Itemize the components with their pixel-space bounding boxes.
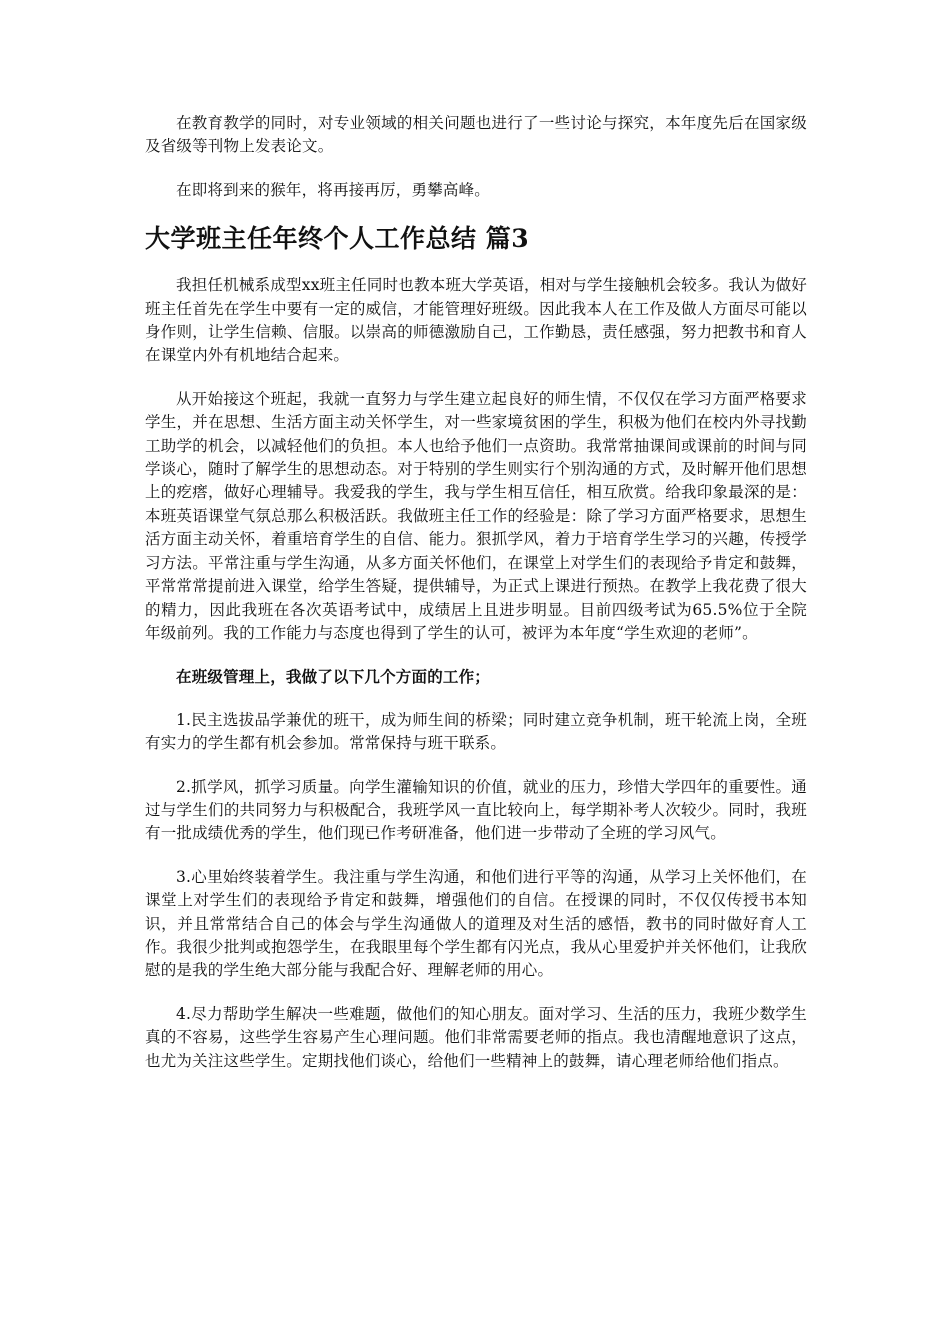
intro-paragraph-1: 在教育教学的同时，对专业领域的相关问题也进行了一些讨论与探究，本年度先后在国家级及省级等刊物上发表论文。 [145, 114, 807, 156]
list-item: 1.民主选拔品学兼优的班干，成为师生间的桥梁；同时建立竞争机制，班干轮流上岗，全班有实力的学生都有机会参加。常常保持与班干联系。 [145, 710, 807, 753]
body-paragraph-1: 我担任机械系成型xx班主任同时也教本班大学英语，相对与学生接触机会较多。我认为做好班主任首先在学生中要有一定的威信，才能管理好班级。因此我本人在工作及做人方面尽可能以身作则，让学生信赖、信服。以崇高的师德激励自己，工作勤恳，责任感强，努力把教书和育人在课堂内外有机地结合起来。 [145, 276, 807, 365]
section-title: 大学班主任年终个人工作总结 篇3 [145, 224, 530, 254]
list-item: 2.抓学风，抓学习质量。向学生灌输知识的价值，就业的压力，珍惜大学四年的重要性。通过与学生们的共同努力与积极配合，我班学风一直比较向上，每学期补考人次较少。同时，我班有一批成绩优秀的学生，他们现已作考研准备，他们进一步带动了全班的学习风气。 [145, 777, 807, 843]
intro-paragraph-2: 在即将到来的猴年，将再接再厉，勇攀高峰。 [176, 180, 491, 199]
list-item: 3.心里始终装着学生。我注重与学生沟通，和他们进行平等的沟通，从学习上关怀他们，在课堂上对学生们的表现给予肯定和鼓舞，增强他们的自信。在授课的同时，不仅仅传授书本知识，并且常常结合自己的体会与学生沟通做人的道理及对生活的感悟，教书的同时做好育人工作。我很少批判或抱怨学生，在我眼里每个学生都有闪光点，我从心里爱护并关怀他们，让我欣慰的是我的学生绝大部分能与我配合好、理解老师的用心。 [145, 867, 807, 980]
body-paragraph-2: 从开始接这个班起，我就一直努力与学生建立起良好的师生情，不仅仅在学习方面严格要求学生，并在思想、生活方面主动关怀学生，对一些家境贫困的学生，积极为他们在校内外寻找勤工助学的机会，以减轻他们的负担。本人也给予他们一点资助。我常常抽课间或课前的时间与同学谈心，随时了解学生的思想动态。对于特别的学生则实行个别沟通的方式，及时解开他们思想上的疙瘩，做好心理辅导。我爱我的学生，我与学生相互信任，相互欣赏。给我印象最深的是：本班英语课堂气氛总那么积极活跃。我做班主任工作的经验是：除了学习方面严格要求，思想生活方面主动关怀，着重培育学生的自信、能力。狠抓学风，着力于培育学生学习的兴趣，传授学习方法。平常注重与学生沟通，从多方面关怀他们，在课堂上对学生们的表现给予肯定和鼓舞，平常常常提前进入课堂，给学生答疑，提供辅导，为正式上课进行预热。在教学上我花费了很大的精力，因此我班在各次英语考试中，成绩居上且进步明显。目前四级考试为65.5%位于全院年级前列。我的工作能力与态度也得到了学生的认可，被评为本年度“学生欢迎的老师”。 [145, 389, 807, 642]
list-item: 4.尽力帮助学生解决一些难题，做他们的知心朋友。面对学习、生活的压力，我班少数学生真的不容易，这些学生容易产生心理问题。他们非常需要老师的指点。我也清醒地意识了这点，也尤为关注这些学生。定期找他们谈心，给他们一些精神上的鼓舞，请心理老师给他们指点。 [145, 1004, 807, 1070]
document-page [145, 112, 807, 1093]
class-management-subheading: 在班级管理上，我做了以下几个方面的工作； [176, 667, 491, 687]
